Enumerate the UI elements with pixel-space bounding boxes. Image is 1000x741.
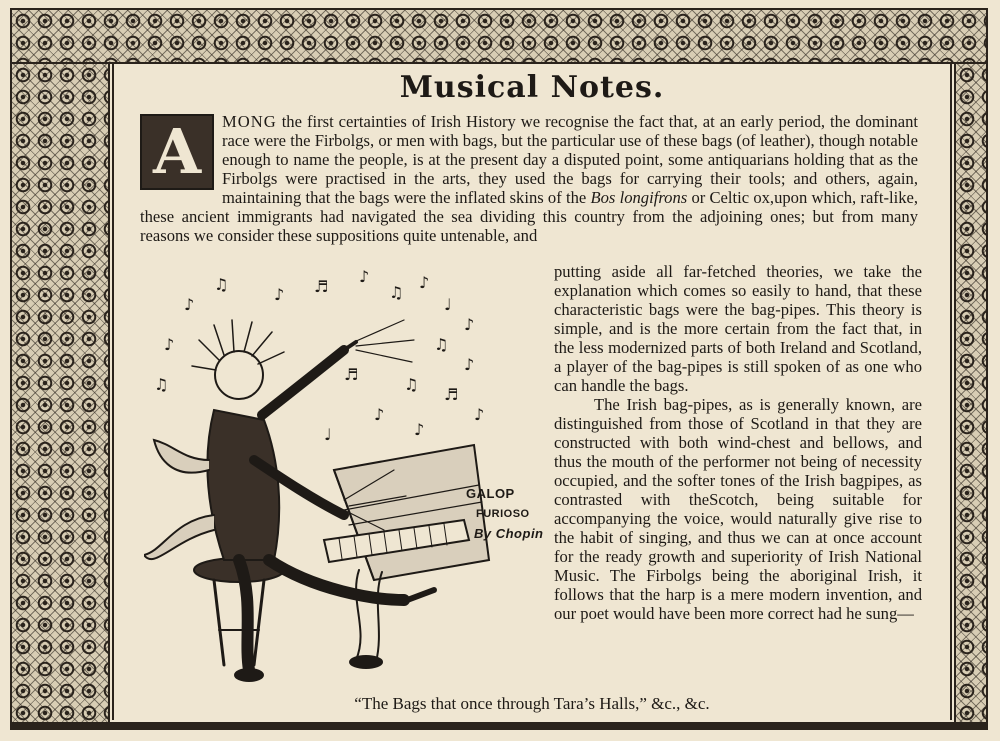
closing-quote: “The Bags that once through Tara’s Halls,” &c., &c. [354, 694, 710, 713]
paragraph-1-text: the first certainties of Irish History we recognise the fact that, at an early period, the dominant race were the Firbolgs, or men with bags, but the particular use of these bags (of leather), though notable enough to name the people, is at the present day a disputed point, some antiquarians holding that as the Firbolgs were practised in the arts, they used the bags for carrying their tools; and others, again, maintaining that the bags were the inflated skins of the [222, 112, 918, 207]
pianist-illustration [144, 270, 544, 690]
ornamental-border-right [954, 62, 988, 727]
paragraph-1-italic: Bos longifrons [590, 188, 688, 207]
svg-text:♪: ♪ [474, 405, 485, 424]
svg-text:♫: ♫ [389, 283, 404, 302]
article-panel [112, 64, 952, 720]
illustration-caption [466, 484, 544, 544]
svg-text:♫: ♫ [404, 375, 419, 394]
paragraph-1-end: or Celtic ox,upon which, raft-like, these ancient immigrants had navigated the sea dividing this country from the adjoining ones; but from many reasons we consider these suppositions quite untenable, and [140, 188, 918, 245]
svg-text:♪: ♪ [464, 315, 475, 334]
svg-text:♪: ♪ [414, 420, 425, 439]
svg-text:♪: ♪ [274, 285, 285, 304]
dropcap-letter: A [152, 115, 202, 188]
paragraph-3: The Irish bag-pipes, as is generally known, are distinguished from those of Scotland in that they are constructed with both wind-chest and bellows, and thus the mouth of the performer not being of necessity occupied, and the softer tones of the Irish bagpipes, as contrasted with theScotch, being suitable for accompanying the voice, would naturally give rise to the habit of singing, and thus we can at once account for the ready growth and superiority of Irish National Music. The Firbolgs being the aboriginal Irish, it follows that the harp is a mere modern invention, and our poet would have been more correct had he sung— [554, 395, 922, 623]
svg-text:♪: ♪ [464, 355, 475, 374]
svg-text:♫: ♫ [154, 375, 169, 394]
svg-text:♫: ♫ [214, 275, 229, 294]
svg-text:♩: ♩ [444, 295, 452, 314]
svg-text:♬: ♬ [314, 277, 329, 296]
border-bottom-rule [10, 722, 988, 730]
dropcap-initial [140, 114, 214, 190]
svg-text:♬: ♬ [444, 385, 459, 404]
paragraph-1-lead: MONG [222, 112, 277, 131]
svg-text:♪: ♪ [419, 273, 430, 292]
ornamental-border-left [10, 62, 110, 727]
svg-text:♩: ♩ [324, 425, 332, 444]
caption-line-1: GALOP [466, 486, 515, 501]
caption-line-2: FURIOSO [476, 508, 530, 520]
paragraph-2: putting aside all far-fetched theories, we take the explanation which comes so easily to hand, that these characteristic bags were the bag-pipes. This theory is simple, and is the more certain from the fact that, in the less modernized parts of both Ireland and Scotland, a player of the bag-pipes is still spoken of as one who can handle the bags. [554, 262, 922, 395]
svg-text:♬: ♬ [344, 365, 359, 384]
page-title: Musical Notes. [399, 70, 665, 105]
svg-text:♪: ♪ [374, 405, 385, 424]
svg-text:♪: ♪ [164, 335, 175, 354]
paragraph-1 [140, 112, 918, 245]
svg-text:♫: ♫ [434, 335, 449, 354]
caption-line-3: By Chopin [474, 526, 544, 541]
pianist-drawing [144, 270, 544, 690]
intro-paragraph-block [140, 112, 918, 245]
svg-text:♪: ♪ [359, 270, 370, 286]
right-column-text [554, 262, 922, 623]
svg-text:♪: ♪ [184, 295, 195, 314]
ornamental-border-top [10, 8, 988, 64]
